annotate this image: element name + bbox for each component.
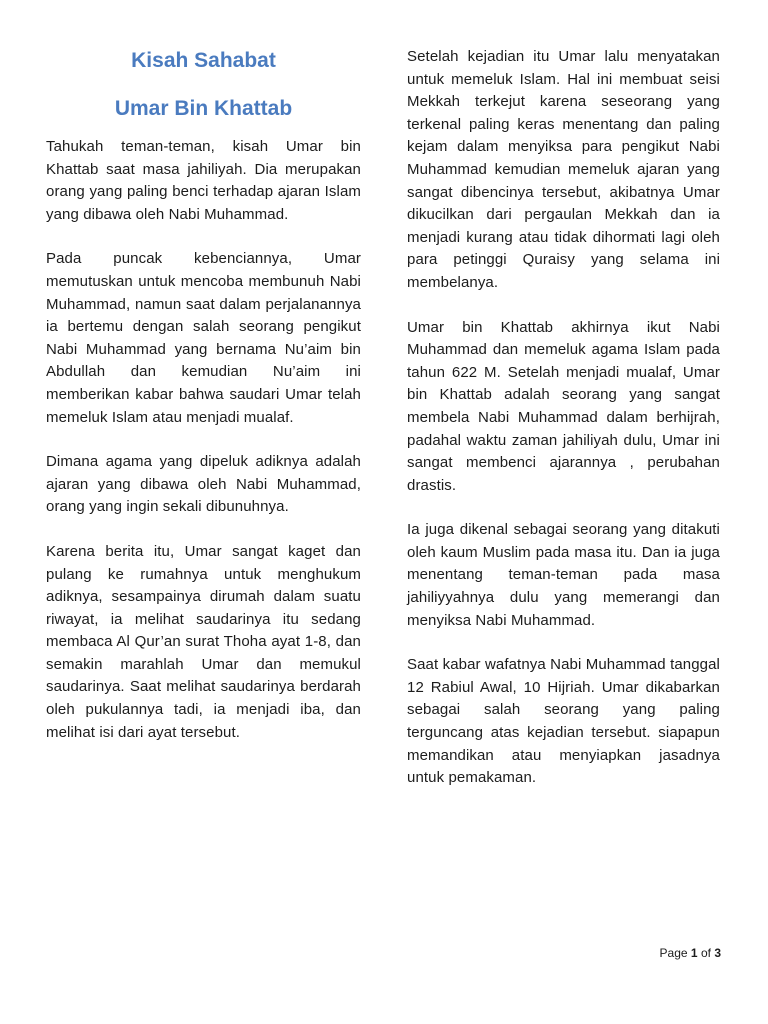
paragraph: Tahukah teman-teman, kisah Umar bin Khattab saat masa jahiliyah. Dia merupakan orang yang paling benci terhadap ajaran Islam yang dibawa oleh Nabi Muhammad. <box>46 138 361 223</box>
title-line-2: Umar Bin Khattab <box>114 97 293 120</box>
paragraph: Pada puncak kebenciannya, Umar memutuskan untuk mencoba membunuh Nabi Muhammad, namun saat dalam perjalanannya ia bertemu dengan salah seorang pengikut Nabi Muhammad yang bernama Nu’aim bin Abdullah dan kemudian Nu’aim ini memberikan kabar bahwa saudari Umar telah memeluk Islam atau menjadi mualaf. <box>46 250 361 426</box>
of-label: of <box>700 946 711 960</box>
page-label: Page <box>659 946 688 960</box>
right-column <box>407 46 720 812</box>
total-pages-number: 3 <box>714 946 721 960</box>
paragraph: Setelah kejadian itu Umar lalu menyatakan untuk memeluk Islam. Hal ini membuat seisi Mekkah terkejut karena seseorang yang terkenal paling keras menentang dan paling kejam dalam menyiksa para pengikut Nabi Muhammad kemudian memeluk ajaran yang sangat dibencinya tersebut, akibatnya Umar dikucilkan dari pergaulan Mekkah dan ia menjadi kurang atau tidak dihormati lagi oleh para petinggi Quraisy yang selama ini membelanya. <box>407 48 720 291</box>
current-page-number: 1 <box>690 946 698 960</box>
title-line-1: Kisah Sahabat <box>131 49 276 72</box>
paragraph: Dimana agama yang dipeluk adiknya adalah ajaran yang dibawa oleh Nabi Muhammad, orang yang ingin sekali dibunuhnya. <box>46 453 361 516</box>
page-number-footer <box>660 946 721 960</box>
paragraph: Umar bin Khattab akhirnya ikut Nabi Muhammad dan memeluk agama Islam pada tahun 622 M. Setelah menjadi mualaf, Umar bin Khattab adalah seorang yang sangat membela Nabi Muhammad dalam berhijrah, padahal waktu zaman jahiliyah dulu, Umar ini sangat membenci ajarannya , perubahan drastis. <box>407 318 720 494</box>
paragraph: Saat kabar wafatnya Nabi Muhammad tanggal 12 Rabiul Awal, 10 Hijriah. Umar dikabarkan sebagai salah seorang yang paling terguncang atas kejadian tersebut. siapapun memandikan atau menyiapkan jasadnya untuk pemakaman. <box>407 656 720 787</box>
paragraph: Karena berita itu, Umar sangat kaget dan pulang ke rumahnya untuk menghukum adiknya, sesampainya dirumah dalam suatu riwayat, ia melihat saudarinya itu sedang membaca Al Qur’an surat Thoha ayat 1-8, dan semakin marahlah Umar dan memukul saudarinya. Saat melihat saudarinya berdarah oleh pukulannya tadi, ia menjadi iba, dan melihat isi dari ayat tersebut. <box>46 542 361 741</box>
left-column <box>46 40 361 766</box>
paragraph: Ia juga dikenal sebagai seorang yang ditakuti oleh kaum Muslim pada masa itu. Dan ia juga menentang teman-teman pada masa jahiliyyahnya dulu yang memerangi dan menyiksa Nabi Muhammad. <box>407 521 720 629</box>
